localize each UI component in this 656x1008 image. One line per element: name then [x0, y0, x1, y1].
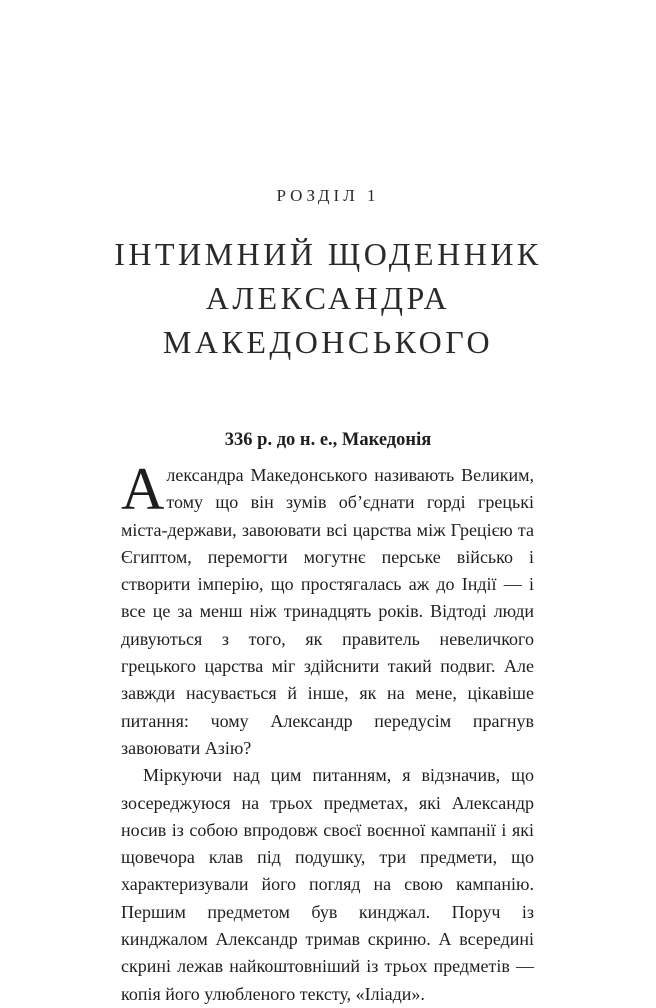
- body-text: [121, 456, 534, 1008]
- paragraph-1: [121, 456, 534, 762]
- drop-cap: А: [121, 456, 165, 522]
- section-heading: 336 р. до н. е., Македонія: [224, 430, 432, 450]
- chapter-title-line-2: АЛЕКСАНДРА: [205, 280, 451, 316]
- paragraph-2: Міркуючи над цим питанням, я відзначив, що зосереджуюся на трьох предметах, які Александр носив із собою впродовж своєї воєнної кампанії і які щовечора клав під подушку, три предмети, що характеризували його погляд на свою кампанію. Першим предметом був кинджал. Поруч із кинджалом Александр тримав скриню. А всередині скрині лежав найкоштовніший із трьох предметів — копія його улюбленого тексту, «Іліади».: [121, 765, 534, 1004]
- chapter-title-line-1: ІНТИМНИЙ ЩОДЕННИК: [114, 236, 542, 272]
- chapter-title: [0, 232, 656, 364]
- chapter-label: РОЗДІЛ 1: [276, 186, 380, 205]
- paragraph-1-text: лександра Македонського називають Великим, тому що він зумів об’єднати горді грецькі міста-держави, завоювати всі царства між Грецією та Єгиптом, перемогти могутнє перське військо і створити імперію, що простягалась аж до Індії — і все це за менш ніж тринадцять років. Відтоді люди дивуються з того, як правитель невеличкого грецького царства міг здійснити такий подвиг. Але завжди насувається й інше, як на мене, цікавіше питання: чому Александр передусім прагнув завоювати Азію?: [121, 465, 534, 758]
- chapter-title-line-3: МАКЕДОНСЬКОГО: [162, 324, 494, 360]
